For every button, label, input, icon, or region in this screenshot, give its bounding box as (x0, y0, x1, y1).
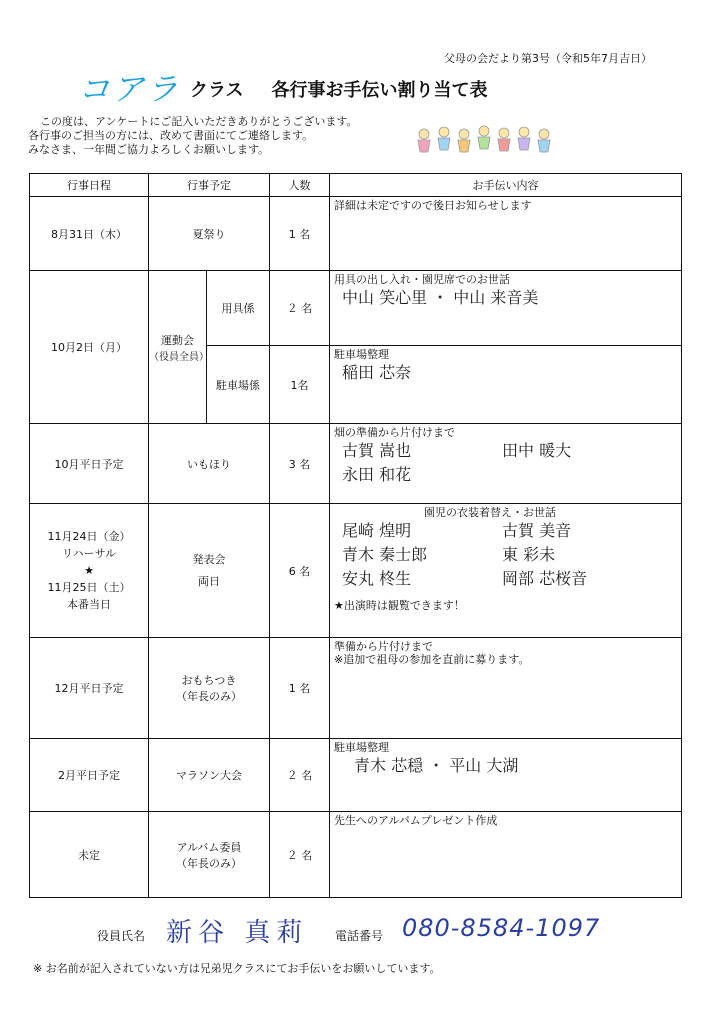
event-name: おもちつき (181, 674, 237, 687)
officer-name: 新谷 真莉 (166, 918, 309, 948)
row-count: 3 名 (270, 424, 330, 504)
date-line: ★ (84, 564, 94, 577)
header-content: お手伝い内容 (330, 174, 682, 197)
name-entry: 古賀 美音 (502, 521, 572, 540)
row-date: 未定 (30, 812, 149, 898)
event-name: 発表会 (192, 552, 226, 566)
name-entry: 尾崎 煌明 (342, 521, 412, 540)
issue-label: 父母の会だより第3号（令和5年7月吉日） (444, 52, 652, 65)
row-event: いもほり (149, 424, 270, 504)
intro-text (28, 115, 357, 157)
event-sub: （年長のみ） (176, 856, 242, 870)
children-illustration (412, 124, 562, 158)
count-value: 6 名 (288, 564, 311, 578)
handwritten-names (334, 519, 677, 591)
footer-note: ※ お名前が記入されていない方は兄弟児クラスにてお手伝いをお願いしています。 (33, 962, 441, 975)
content-title: 準備から片付けまで (334, 640, 433, 653)
content-title: 園児の衣装着替え・お世話 (424, 506, 556, 519)
name-entry: 東 彩未 (502, 545, 556, 564)
date-line: 11月24日（金） (47, 530, 131, 543)
row-content (330, 812, 682, 898)
content-title: 畑の準備から片付けまで (334, 426, 455, 439)
table-row (30, 504, 682, 638)
row-role: 用具係 (207, 271, 270, 346)
content-title: 駐車場整理 (334, 741, 389, 754)
handwritten-names: 稲田 芯奈 (342, 363, 412, 382)
row-content (330, 424, 682, 504)
table-row (30, 197, 682, 271)
content-title: 駐車場整理 (334, 348, 389, 361)
name-entry: 岡部 芯桜音 (502, 569, 588, 588)
row-count: 1 名 (270, 638, 330, 739)
row-count: ２ 名 (270, 271, 330, 346)
row-event: 夏祭り (149, 197, 270, 271)
table-row (30, 812, 682, 898)
name-entry: 永田 和花 (342, 465, 412, 484)
table-row (30, 424, 682, 504)
row-event (149, 271, 207, 424)
event-name: 運動会 (161, 333, 194, 347)
table-header-row (30, 174, 682, 197)
row-date: 10月2日（月） (30, 271, 149, 424)
row-content (330, 504, 682, 638)
content-note: ★出演時は観覧できます！ (334, 599, 465, 612)
row-content (330, 638, 682, 739)
name-entry: 田中 暖大 (502, 441, 572, 460)
intro-line: みなさま、一年間ご協力よろしくお願いします。 (28, 143, 270, 156)
phone-label: 電話番号 (335, 929, 384, 943)
event-sub: （役員全員） (149, 351, 209, 363)
row-date (30, 504, 149, 638)
row-content (330, 197, 682, 271)
title-part2: 各行事お手伝い割り当て表 (271, 80, 488, 101)
header-event: 行事予定 (149, 174, 270, 197)
row-content (330, 739, 682, 812)
handwritten-names (334, 439, 677, 487)
intro-line: この度は、アンケートにご記入いただきありがとうございます。 (40, 115, 358, 128)
intro-line: 各行事のご担当の方には、改めて書面にてご連絡します。 (28, 129, 314, 142)
page-title (190, 76, 487, 102)
content-title: 用具の出し入れ・園児席でのお世話 (334, 273, 510, 286)
table-row (30, 638, 682, 739)
event-sub: （年長のみ） (176, 690, 242, 703)
row-count: 1名 (270, 346, 330, 424)
assignment-table (29, 173, 682, 898)
header-count: 人数 (270, 174, 330, 197)
content-title: 先生へのアルバムプレゼント作成 (334, 814, 498, 827)
row-date: 10月平日予定 (30, 424, 149, 504)
name-entry: 古賀 嵩也 (342, 441, 412, 460)
row-count: ２ 名 (270, 812, 330, 898)
content-title: 詳細は未定ですので後日お知らせします (334, 199, 532, 212)
name-entry: 青木 秦士郎 (342, 545, 428, 564)
date-line: リハーサル (61, 547, 117, 560)
handwritten-names: 中山 笑心里 ・ 中山 来音美 (342, 288, 539, 307)
row-count (270, 197, 330, 271)
row-event (149, 504, 270, 638)
count-value: 1 名 (288, 227, 311, 241)
officer-label: 役員氏名 (97, 929, 146, 943)
class-name: コアラ (78, 70, 181, 108)
row-event (149, 638, 270, 739)
event-sub: 両日 (198, 574, 220, 588)
event-name: アルバム委員 (176, 840, 242, 854)
row-content (330, 271, 682, 346)
phone-number: 080-8584-1097 (402, 914, 601, 942)
table-row (30, 739, 682, 812)
row-date: 2月平日予定 (30, 739, 149, 812)
row-event (149, 812, 270, 898)
date-line: 本番当日 (67, 598, 111, 611)
row-role: 駐車場係 (207, 346, 270, 424)
table-row (30, 271, 682, 346)
content-note: ※追加で祖母の参加を直前に募ります。 (334, 653, 530, 666)
row-date: 8月31日（木） (30, 197, 149, 271)
title-part1: クラス (190, 80, 244, 101)
row-event: マラソン大会 (149, 739, 270, 812)
name-entry: 安丸 柊生 (342, 569, 412, 588)
header-date: 行事日程 (30, 174, 149, 197)
row-date: 12月平日予定 (30, 638, 149, 739)
row-count (270, 504, 330, 638)
row-count: ２ 名 (270, 739, 330, 812)
date-line: 11月25日（土） (47, 581, 131, 594)
handwritten-names: 青木 芯穏 ・ 平山 大湖 (354, 756, 519, 775)
row-content (330, 346, 682, 424)
